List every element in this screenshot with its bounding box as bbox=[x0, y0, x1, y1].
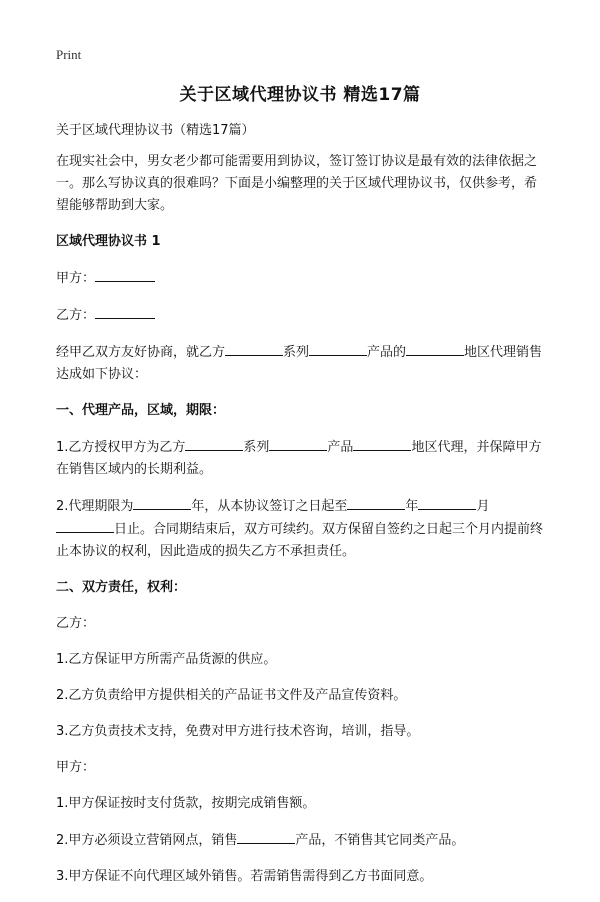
clause-1-2-text-2: 年，从本协议签订之日起至 bbox=[191, 499, 348, 514]
party-a-item: 3.甲方保证不向代理区域外销售。若需销售需得到乙方书面同意。 bbox=[56, 869, 433, 884]
party-b-item: 1.乙方保证甲方所需产品货源的供应。 bbox=[56, 652, 277, 667]
blank-brand bbox=[225, 341, 283, 356]
clause-1-2-text-5: 日止。合同期结束后，双方可续约。双方保留自签约之日起三个月内提前终止本协议的权利，因此造成的损失乙方不承担责任。 bbox=[56, 522, 544, 559]
blank-end-year bbox=[347, 495, 405, 510]
blank-series-2 bbox=[269, 436, 327, 451]
heading-products-region-term: 一、代理产品，区域，期限： bbox=[56, 403, 226, 418]
party-a-item: 1.甲方保证按时支付货款，按期完成销售额。 bbox=[56, 796, 316, 811]
page-title: 关于区域代理协议书 精选17篇 bbox=[179, 85, 421, 105]
party-a-item bbox=[56, 829, 546, 852]
document-body bbox=[56, 120, 546, 902]
clause-1-1-text-1: 1.乙方授权甲方为乙方 bbox=[56, 440, 186, 455]
agreement-intro-text-2: 系列 bbox=[283, 345, 310, 360]
party-a-item-2-text-1: 2.甲方必须设立营销网点，销售 bbox=[56, 833, 238, 848]
party-a-heading: 甲方： bbox=[56, 760, 96, 775]
clause-1-1-text-3: 产品 bbox=[327, 440, 354, 455]
heading-responsibilities: 二、双方责任，权利： bbox=[56, 580, 187, 595]
party-a-line bbox=[56, 267, 546, 290]
clause-1-2-text-1: 2.代理期限为 bbox=[56, 499, 134, 514]
clause-1-1-text-4: 地区代理，并保障甲方在销售区域内的长期利益。 bbox=[56, 440, 542, 477]
blank-end-day bbox=[56, 518, 114, 533]
party-a-item-2-text-2: 产品，不销售其它同类产品。 bbox=[295, 833, 465, 848]
blank-term-years bbox=[133, 495, 191, 510]
clause-1-2-text-3: 年 bbox=[405, 499, 419, 514]
clause-1-2-text-4: 月 bbox=[476, 499, 490, 514]
clause-1-1 bbox=[56, 436, 546, 481]
clause-1-2 bbox=[56, 495, 546, 563]
blank-brand-2 bbox=[185, 436, 243, 451]
blank-region bbox=[406, 341, 464, 356]
document-subtitle: 关于区域代理协议书（精选17篇） bbox=[56, 123, 255, 138]
blank-product bbox=[237, 829, 295, 844]
intro-paragraph: 在现实社会中，男女老少都可能需要用到协议，签订签订协议是最有效的法律依据之一。那么写协议真的很难吗？下面是小编整理的关于区域代理协议书，仅供参考，希望能够帮助到大家。 bbox=[56, 154, 538, 213]
party-b-blank bbox=[95, 304, 155, 319]
agreement-intro-clause bbox=[56, 341, 546, 386]
agreement-intro-text-4: 地区代理销售达成如下协议： bbox=[56, 345, 543, 382]
section-title: 区域代理协议书 1 bbox=[56, 234, 161, 249]
agreement-intro-text-3: 产品的 bbox=[367, 345, 407, 360]
party-b-item: 3.乙方负责技术支持，免费对甲方进行技术咨询，培训，指导。 bbox=[56, 724, 420, 739]
blank-end-month bbox=[418, 495, 476, 510]
party-a-label: 甲方： bbox=[56, 271, 96, 286]
party-b-line bbox=[56, 304, 546, 327]
party-a-blank bbox=[95, 267, 155, 282]
print-label: Print bbox=[56, 47, 82, 62]
party-b-label: 乙方： bbox=[56, 308, 96, 323]
clause-1-1-text-2: 系列 bbox=[243, 440, 270, 455]
blank-series bbox=[309, 341, 367, 356]
blank-region-2 bbox=[353, 436, 411, 451]
party-b-item: 2.乙方负责给甲方提供相关的产品证书文件及产品宣传资料。 bbox=[56, 688, 407, 703]
party-b-heading: 乙方： bbox=[56, 616, 96, 631]
agreement-intro-text-1: 经甲乙双方友好协商，就乙方 bbox=[56, 345, 226, 360]
